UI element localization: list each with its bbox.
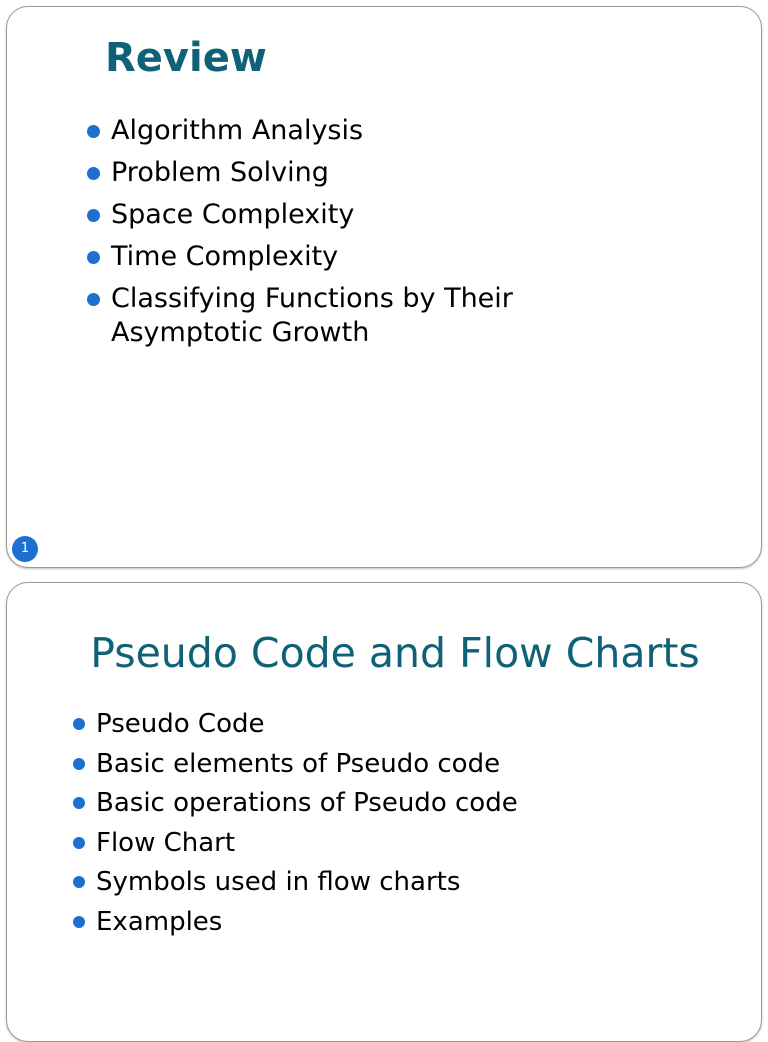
bullet-dot-icon bbox=[87, 125, 100, 138]
bullet-text: Space Complexity bbox=[111, 199, 355, 230]
bullet-item bbox=[73, 787, 713, 819]
bullet-text: Time Complexity bbox=[111, 241, 339, 272]
bullet-dot-icon bbox=[87, 251, 100, 264]
bullet-item bbox=[87, 156, 647, 190]
bullet-item bbox=[87, 198, 647, 232]
bullet-item bbox=[73, 906, 713, 938]
bullet-dot-icon bbox=[73, 797, 85, 809]
bullet-dot-icon bbox=[87, 293, 100, 306]
bullet-text: Basic operations of Pseudo code bbox=[96, 788, 518, 818]
bullet-text: Flow Chart bbox=[96, 827, 236, 858]
bullet-text: Basic elements of Pseudo code bbox=[96, 748, 501, 779]
bullet-dot-icon bbox=[73, 837, 85, 849]
bullet-dot-icon bbox=[87, 209, 100, 222]
slide-title: Pseudo Code and Flow Charts bbox=[90, 629, 700, 677]
bullet-dot-icon bbox=[73, 876, 85, 888]
bullet-text: Examples bbox=[96, 906, 223, 937]
bullet-text: Algorithm Analysis bbox=[111, 115, 364, 146]
page-number-badge: 1 bbox=[12, 536, 38, 562]
bullet-item bbox=[73, 827, 713, 859]
bullet-item bbox=[73, 748, 713, 780]
bullet-item bbox=[87, 114, 647, 148]
bullet-item bbox=[87, 282, 647, 350]
bullet-item bbox=[73, 866, 713, 898]
bullet-text: Pseudo Code bbox=[96, 709, 265, 739]
bullet-text: Symbols used in flow charts bbox=[96, 867, 461, 897]
bullet-text: Problem Solving bbox=[111, 157, 329, 188]
slide-review bbox=[6, 6, 762, 568]
slide-title: Review bbox=[105, 35, 267, 81]
bullet-list bbox=[87, 114, 647, 358]
bullet-dot-icon bbox=[87, 167, 100, 180]
bullet-dot-icon bbox=[73, 916, 85, 928]
slide-pseudo-code bbox=[6, 582, 762, 1042]
bullet-dot-icon bbox=[73, 758, 85, 770]
bullet-text: Classifying Functions by Their Asymptotic Growth bbox=[111, 283, 513, 348]
bullet-item bbox=[73, 708, 713, 740]
bullet-list bbox=[73, 708, 713, 945]
bullet-dot-icon bbox=[73, 718, 85, 730]
bullet-item bbox=[87, 240, 647, 274]
